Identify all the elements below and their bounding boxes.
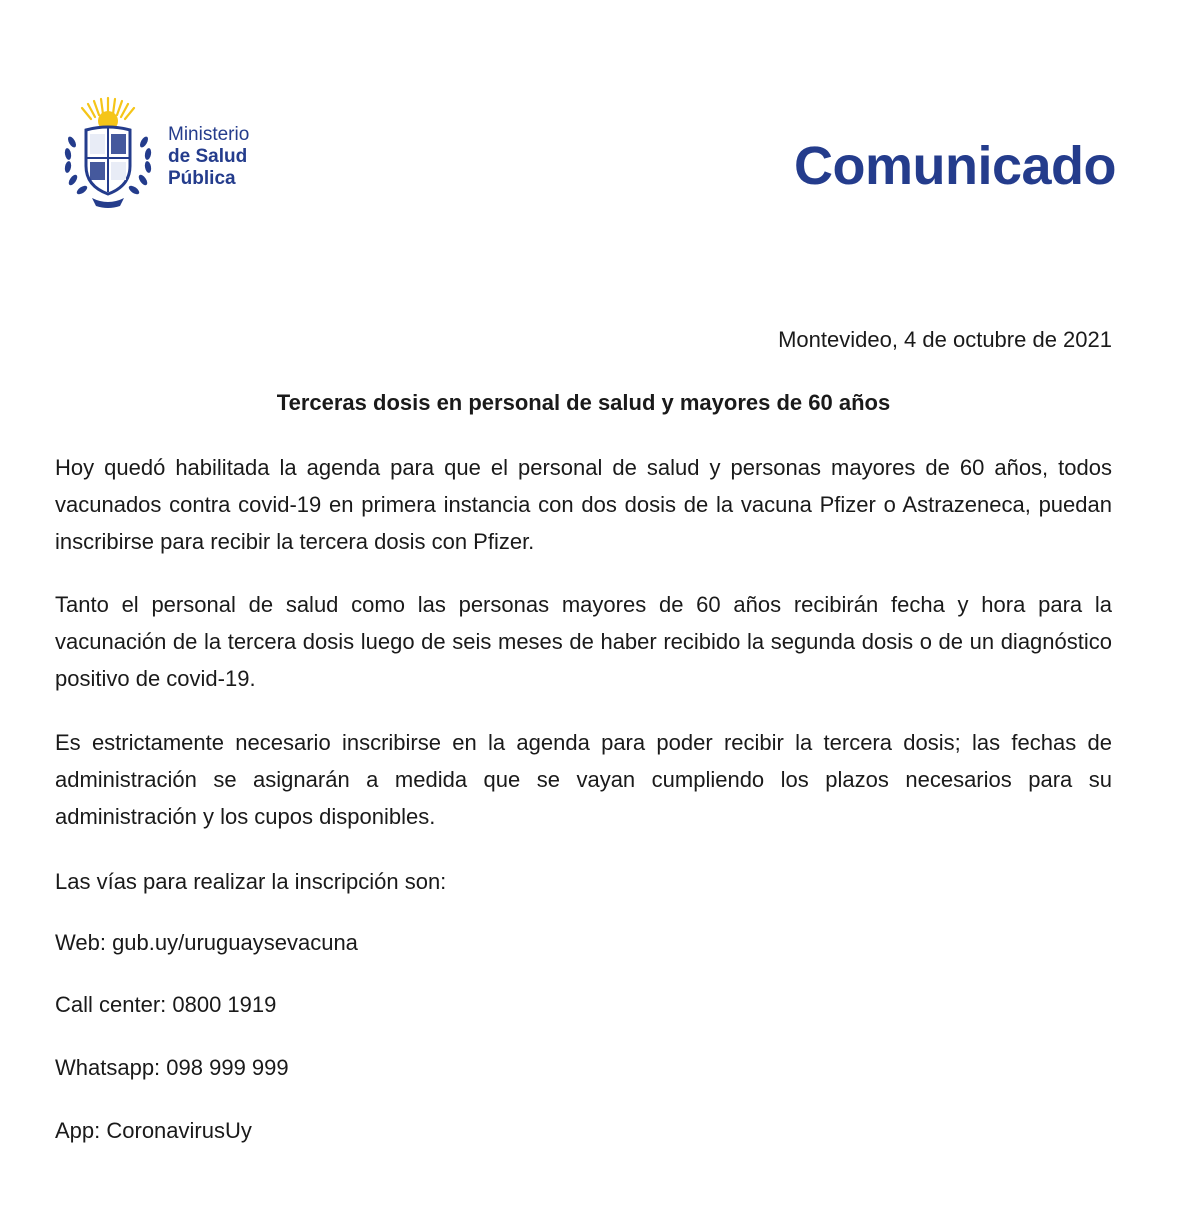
channels-intro: Las vías para realizar la inscripción son:	[55, 869, 447, 894]
date-line: Montevideo, 4 de octubre de 2021	[778, 327, 1112, 352]
document-type-heading: Comunicado	[793, 136, 1116, 196]
paragraph: Es estrictamente necesario inscribirse en la agenda para poder recibir la tercera dosis; las fechas de administración se asignarán a medida que se vayan cumpliendo los plazos necesarios para su administración y los cupos disponibles.	[55, 730, 1112, 829]
ministry-line-3: Pública	[168, 168, 236, 189]
channel-web: Web: gub.uy/uruguaysevacuna	[55, 930, 358, 955]
coat-of-arms-icon	[58, 94, 158, 214]
channel-call-center: Call center: 0800 1919	[55, 992, 277, 1017]
channel-whatsapp: Whatsapp: 098 999 999	[55, 1055, 289, 1080]
ministry-line-1: Ministerio	[168, 124, 250, 145]
document-title: Terceras dosis en personal de salud y mayores de 60 años	[276, 390, 891, 415]
ministry-name	[168, 124, 249, 190]
paragraph: Tanto el personal de salud como las personas mayores de 60 años recibirán fecha y hora para la vacunación de la tercera dosis luego de seis meses de haber recibido la segunda dosis o de un diagnóstico positivo de covid-19.	[55, 592, 1112, 691]
paragraph: Hoy quedó habilitada la agenda para que el personal de salud y personas mayores de 60 años, todos vacunados contra covid-19 en primera instancia con dos dosis de la vacuna Pfizer o Astrazeneca, puedan inscribirse para recibir la tercera dosis con Pfizer.	[55, 455, 1112, 554]
channel-app: App: CoronavirusUy	[55, 1118, 252, 1143]
ministry-line-2: de Salud	[168, 146, 248, 167]
